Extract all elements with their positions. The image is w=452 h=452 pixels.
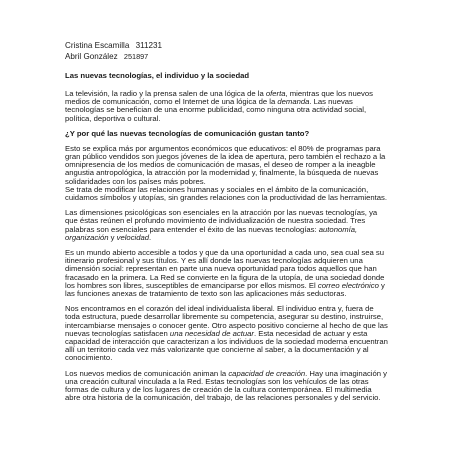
italic-phrase: una necesidad de actuar [169,328,254,338]
paragraph-open-world: Es un mundo abierto accesible a todos y que da una oportunidad a cada uno, sea cual sea su itinerario profesional y sus títulos. Y es allí donde las nuevas tecnologías adquieren una dimensión social: representan en parte una nueva oportunidad para todos aquellos que han fracasado en la primera. La Red se convierte en la figura de la utopía, de una sociedad donde los hombres son libres, susceptibles de emanciparse por ellos mismos. El correo electrónico y las funciones anexas de tratamiento de texto son las aplicaciones más seductoras. [65,248,385,299]
italic-phrase: autonomía, organización [65,224,358,242]
document-title: Las nuevas tecnologías, el individuo y la sociedad [65,71,250,80]
italic-phrase: oferta [265,89,286,98]
paragraph-relations: Se trata de modificar las relaciones humanas y sociales en el ámbito de la comunicación, cuidamos símbolos y utopías, sin grandes relaciones con la productividad de las herramientas. [65,184,387,203]
author-number: 251897 [123,52,149,61]
paragraph-intro: La televisión, la radio y la prensa salen de una lógica de la oferta, mientras que los nuevos medios de comunicación, como el Internet de una lógica de la demanda. Las nuevas tecnologías se benefician de una enorme publicidad, como ninguna otra actividad social, política, deportiva o cultural. [65,89,373,123]
italic-phrase: capacidad de creación [228,368,306,378]
paragraph-creation: Los nuevos medios de comunicación animan la capacidad de creación. Hay una imaginación y una creación cultural vinculada a la Red. Estas tecnologías son los vehículos de las otras formas de cultura y de los lugares de creación de la cultura contemporánea. El multimedia abre otra historia de la comunicación, del trabajo, de las relaciones personales y del servicio. [65,368,388,403]
paragraph-psychological: Las dimensiones psicológicas son esenciales en la atracción por las nuevas tecnologías, ya que éstas reúnen el profundo movimiento de individualización de nuestra sociedad. Tres palabras son esenciales para entender el éxito de las nuevas tecnologías: autonomía, organización y velocidad. [65,208,378,242]
author-line [65,40,388,51]
section-question: ¿Y por qué las nuevas tecnologías de comunicación gustan tanto? [65,128,310,138]
author-name: Cristina Escamilla [65,41,130,50]
paragraph-economic: Esto se explica más por argumentos económicos que educativos: el 80% de programas para gran público vendidos son juegos jóvenes de la idea de apertura, pero también el rechazo a la omnipresencia de los medios de comunicación de masas, el deseo de romper a la ineagble angustia antropológica, la atracción por la modernidad y, finalmente, la búsqueda de nuevas solidaridades con los países más pobres. [65,143,386,186]
italic-phrase: demanda [277,97,310,107]
paragraph-individualism: Nos encontramos en el corazón del ideal individualista liberal. El individuo entra y, fuera de toda estructura, puede desarrollar libremente su competencia, asegurar su destino, instruirse, intercambiarse mensajes o conocer gente. Otro aspecto positivo concierne al hecho de que las nuevas tecnologías satisfacen una necesidad de actuar. Esta necesidad de actuar y esta capacidad de interacción que caracterizan a los individuos de la sociedad moderna encuentran allí un territorio cada vez más valorizante que concierne al saber, a la documentación y al conocimiento. [65,304,388,363]
author-line [65,51,388,62]
author-number: 311231 [135,41,162,50]
italic-phrase: velocidad [116,232,150,242]
author-name: Abril González [65,52,118,61]
italic-phrase: correo electrónico [317,280,379,290]
